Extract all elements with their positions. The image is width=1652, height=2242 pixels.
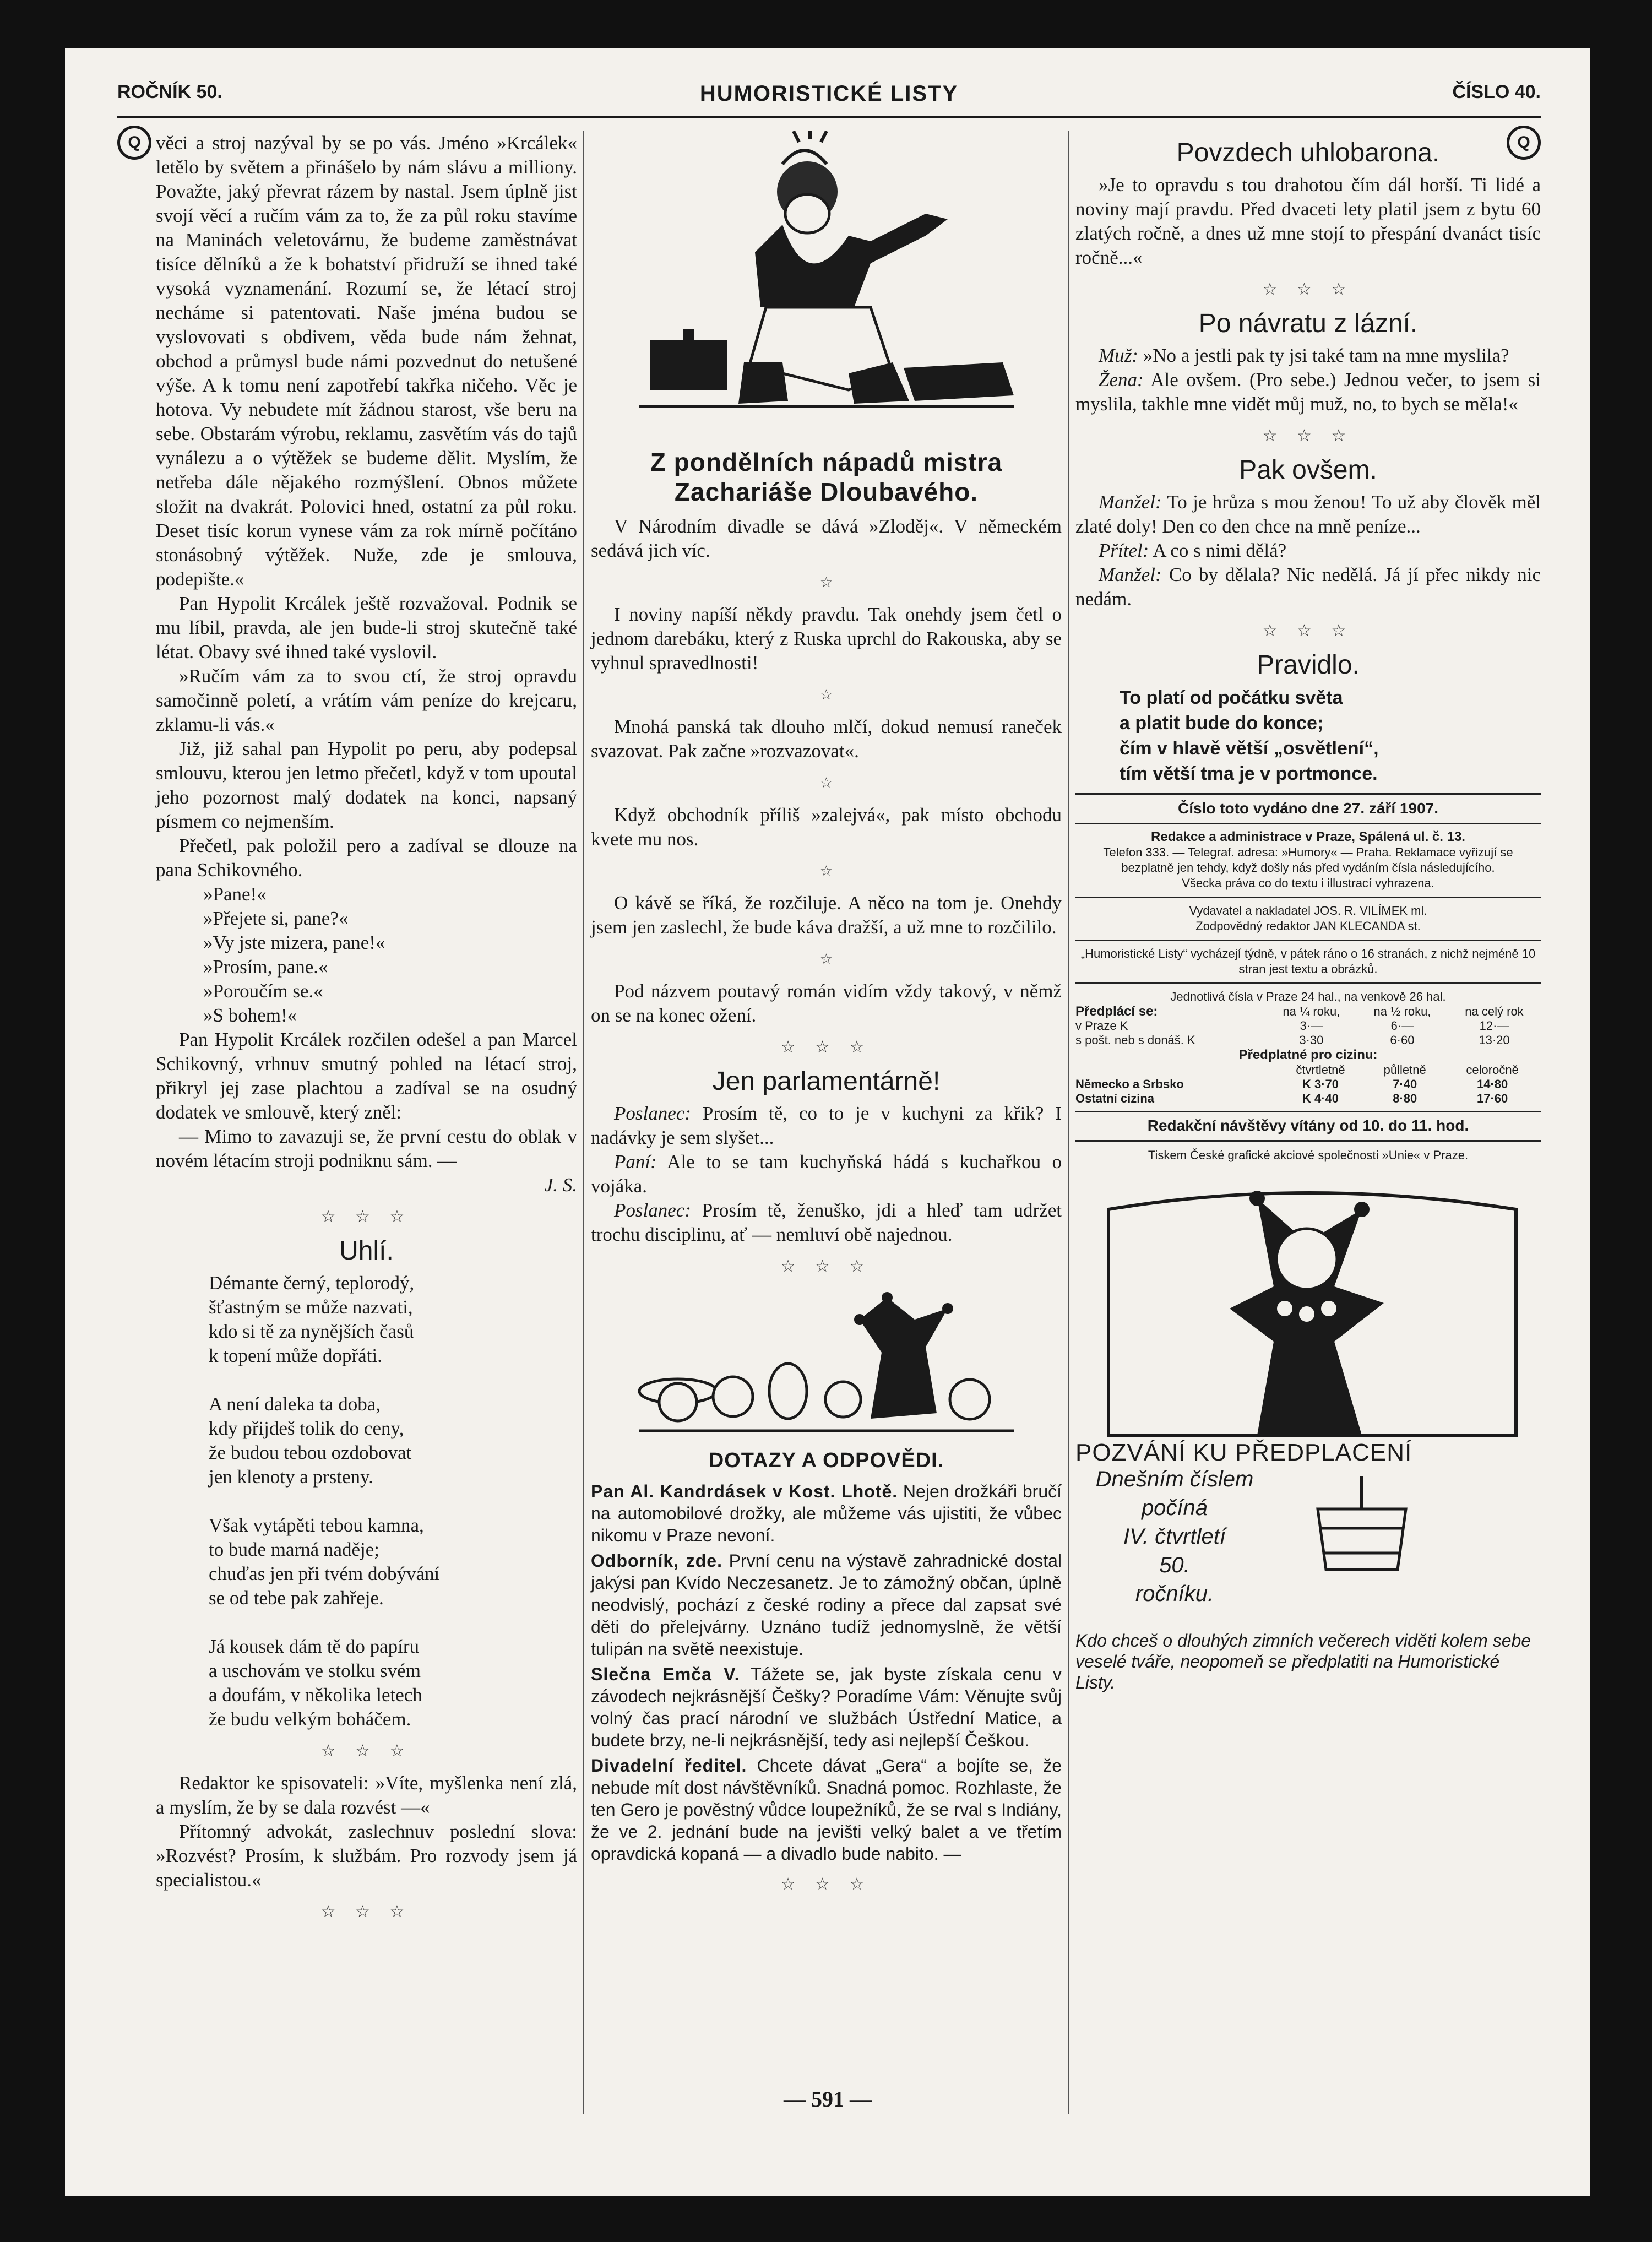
- section-title: Z pondělních nápadů mistra Zachariáše Dloubavého.: [650, 448, 1003, 506]
- quip: Když obchodník příliš »zalejvá«, pak místo obchodu kvete mu nos.: [591, 804, 1062, 850]
- poem-line: to bude marná naděje;: [209, 1539, 380, 1560]
- verse-line: To platí od počátku světa: [1120, 687, 1343, 708]
- rule-verse: [1120, 685, 1541, 786]
- speaker: Manžel:: [1099, 491, 1162, 513]
- section-stars: ☆ ☆ ☆: [320, 1903, 412, 1921]
- poem-line: že budu velkým boháčem.: [209, 1708, 411, 1730]
- qa-item: Odborník, zde. První cenu na výstavě zahradnické dostal jakýsi pan Kvído Neczesanetz. Je to zámožný občan, úplně neodvislý, pochází z české rodiny a přece dal zapsat své děti do přelejvárny. Uznáno tudíž jednomyslně, že větší tulipán na světě neexistuje.: [591, 1551, 1062, 1659]
- dialog-line: Žena: Ale ovšem. (Pro sebe.) Jednou večer, to jsem si myslila, takhle mne vidět můj muž, no, to bych se měla!«: [1075, 369, 1541, 415]
- dialog-line: Muž: »No a jestli pak ty jsi také tam na mne myslila?: [1099, 345, 1509, 366]
- poem-line: kdo si tě za nynějších časů: [209, 1321, 414, 1342]
- rights-notice: Všecka práva co do textu i illustrací vyhrazena.: [1182, 876, 1434, 890]
- quip: O kávě se říká, že rozčiluje. A něco na tom je. Onehdy jsem jen zaslechl, že bude káva dražší, a už mne to rozčililo.: [591, 892, 1062, 938]
- quip: V Národním divadle se dává »Zloděj«. V německém sedává jich víc.: [591, 515, 1062, 561]
- speaker: Manžel:: [1099, 564, 1162, 585]
- separator-star: ☆: [819, 863, 833, 879]
- section-stars: ☆ ☆ ☆: [780, 1257, 872, 1275]
- story-paragraph: věci a stroj nazýval by se po vás. Jméno »Krcálek« letělo by světem a přinášelo by nám slávu a milliony. Považte, jaký převrat rázem by nastal. Jsem úplně jist svojí věcí a ručím vám za to, že za půl roku stavíme na Maninách veletovárnu, že budeme zaměstnávat tisíce dělníků a že k bohatství přidruží se ihned také vysoká vyznamenání. Rozumí se, že létací stroj necháme si patentovati. Naše jména budou se vyslovovati s obdivem, věda bude nám žehnat, obchod a průmysl bude námi pozvednut do netušené výše. A k tomu není zapotřebí takřka ničeho. Věc je hotova. Vy nebudete mít žádnou starost, vše beru na sebe. Obstarám výrobu, reklamu, zasvětím vás do tajů vynálezu a o výtěžek se budeme dělit. Myslím, že netřeba dále nějakého rozmýšlení. Obnos můžete složit na dvakrát. Polovici hned, ostatní za půl roku. Deset tisíc korun vynese vám za rok mírně počítáno stonásobný výtěžek. Nuže, zde je smlouva, podepište.«: [156, 132, 577, 590]
- verse-line: tím větší tma je v portmonce.: [1120, 763, 1378, 784]
- poem-line: k topení může dopřáti.: [209, 1345, 382, 1366]
- poem-line: Démante černý, teplorodý,: [209, 1272, 415, 1294]
- section-stars: ☆ ☆ ☆: [320, 1208, 412, 1226]
- verse-line: a platit bude do konce;: [1120, 713, 1324, 734]
- tub-illustration: [1307, 1476, 1417, 1575]
- joke-paragraph: Přítomný advokát, zaslechnuv poslední slova: »Rozvést? Prosím, k službám. Pro rozvody jsem já specialistou.«: [156, 1821, 577, 1891]
- dialog-line: Paní: Ale to se tam kuchyňská hádá s kuchařkou o vojáka.: [591, 1151, 1062, 1197]
- weekly-info: „Humoristické Listy“ vycházejí týdně, v pátek ráno o 16 stranách, z nichž nejméně 10 stran jest textu a obrázků.: [1075, 940, 1541, 982]
- signature: J. S.: [544, 1174, 577, 1196]
- joke-paragraph: Redaktor ke spisovateli: »Víte, myšlenka není zlá, a myslím, že by se dala rozvést —«: [156, 1772, 577, 1818]
- dialog-line: »S bohem!«: [203, 1005, 297, 1026]
- single-price: Jednotlivá čísla v Praze 24 hal., na venkově 26 hal.: [1170, 990, 1446, 1003]
- poem-line: a uschovám ve stolku svém: [209, 1660, 421, 1681]
- table-row: s pošt. neb s donáš. K 3·30 6·60 13·20: [1075, 1033, 1510, 1047]
- quip: Mnohá panská tak dlouho mlčí, dokud nemusí raneček svazovat. Pak začne »rozvazovat«.: [591, 716, 1062, 762]
- qa-addressee: Odborník, zde.: [591, 1551, 722, 1571]
- volume-label: ROČNÍK 50.: [117, 82, 222, 102]
- separator-star: ☆: [819, 951, 833, 967]
- qa-item: Slečna Emča V. Tážete se, jak byste získala cenu v závodech nejkrásnější Češky? Poradíme Vám: Věnujte svůj volný čas prací národní ve službách Ústřední Matice, a budete brzy, ne-li nejkrásnější, tedy asi nejlepší Češkou.: [591, 1664, 1062, 1750]
- foreign-subscription-table: čtvrtletně půlletně celoročně Německo a Srbsko K 3·70 7·40 14·80 Ostatní cizina K 4·40 8·80 17·60: [1075, 1063, 1541, 1106]
- dialog-line: Manžel: Co by dělala? Nic nedělá. Já jí přec nikdy nic nedám.: [1075, 564, 1541, 610]
- editor: Zodpovědný redaktor JAN KLECANDA st.: [1195, 919, 1421, 933]
- qa-addressee: Divadelní ředitel.: [591, 1756, 747, 1776]
- dialog-line: »Pane!«: [203, 883, 267, 905]
- poem-line: se od tebe pak zahřeje.: [209, 1587, 384, 1609]
- table-row: Německo a Srbsko K 3·70 7·40 14·80: [1075, 1077, 1508, 1091]
- section-title: Po návratu z lázní.: [1198, 309, 1418, 338]
- poem-line: kdy přijdeš tolik do ceny,: [209, 1418, 404, 1439]
- story-paragraph: Přečetl, pak položil pero a zadíval se dlouze na pana Schikovného.: [156, 835, 577, 881]
- newspaper-page: [65, 48, 1590, 2196]
- section-title: Pravidlo.: [1257, 650, 1360, 680]
- speaker: Poslanec:: [614, 1199, 691, 1221]
- poem-line: Však vytápěti tebou kamna,: [209, 1514, 424, 1536]
- qa-addressee: Slečna Emča V.: [591, 1664, 740, 1684]
- column-one: [117, 131, 577, 1932]
- section-title: Jen parlamentárně!: [712, 1067, 941, 1096]
- ad-body-row: [1075, 1465, 1541, 1630]
- table-row: Ostatní cizina K 4·40 8·80 17·60: [1075, 1092, 1508, 1105]
- poem-line: jen klenoty a prsteny.: [209, 1466, 374, 1488]
- printer-note: Tiskem České grafické akciové společnosti »Unie« v Praze.: [1075, 1140, 1541, 1169]
- speaker: Poslanec:: [614, 1103, 691, 1124]
- story-paragraph: Pan Hypolit Krcálek rozčilen odešel a pan Marcel Schikovný, vrhnuv smutný pohled na létací stroj, přikryl jej zase plachtou a zadíval se na osudný dodatek ve smlouvě, který zněl:: [156, 1029, 577, 1123]
- dialog-line: »Přejete si, pane?«: [203, 908, 349, 929]
- joke-paragraph: »Je to opravdu s tou drahotou čím dál horší. Ti lidé a noviny mají pravdu. Před dvaceti lety platil jsem z bytu 60 zlatých ročně, a dnes už mne stojí to přespání dvanáct tisíc ročně...«: [1075, 174, 1541, 268]
- dialog-block: [203, 882, 577, 1028]
- logo-mark-right: Q: [1507, 126, 1541, 160]
- jester-frame-illustration: [1075, 1176, 1541, 1441]
- separator-star: ☆: [819, 775, 833, 791]
- section-stars: ☆ ☆ ☆: [1262, 427, 1354, 445]
- section-stars: ☆ ☆ ☆: [320, 1742, 412, 1760]
- logo-mark-left: Q: [117, 126, 151, 160]
- dialog-line: »Vy jste mizera, pane!«: [203, 932, 385, 953]
- section-stars: ☆ ☆ ☆: [1262, 280, 1354, 298]
- speaker: Paní:: [614, 1151, 657, 1172]
- speaker: Žena:: [1099, 369, 1144, 390]
- visiting-hours: Redakční návštěvy vítány od 10. do 11. hod.: [1147, 1117, 1469, 1134]
- table-row: v Praze K 3·— 6·— 12·—: [1075, 1019, 1509, 1033]
- ad-footer: Kdo chceš o dlouhých zimních večerech viděti kolem sebe veselé tváře, neopomeň se předplatiti na Humoristické Listy.: [1075, 1631, 1531, 1692]
- subscription-table: Předplácí se: na ¼ roku, na ½ roku, na celý rok v Praze K 3·— 6·— 12·— s pošt. neb s donáš. K 3·30 6·60 13·20: [1075, 1005, 1541, 1047]
- foreign-title: Předplatné pro cizinu:: [1238, 1047, 1378, 1062]
- qa-addressee: Pan Al. Kandrdásek v Kost. Lhotě.: [591, 1481, 898, 1501]
- qa-section: [591, 1480, 1062, 1865]
- story-paragraph: — Mimo to zavazuji se, že první cestu do oblak v novém létacím stroji podniknu sám. —: [156, 1126, 577, 1171]
- dialog-line: Přítel: A co s nimi dělá?: [1099, 540, 1287, 561]
- cobbler-illustration: [617, 131, 1036, 439]
- separator-star: ☆: [819, 687, 833, 703]
- imprint-box: [1075, 793, 1541, 1169]
- ad-title: POZVÁNÍ KU PŘEDPLACENÍ: [1075, 1439, 1412, 1466]
- speaker: Přítel:: [1099, 540, 1149, 561]
- dialog-line: »Poroučím se.«: [203, 980, 323, 1002]
- poem-line: chuďas jen při tvém dobývání: [209, 1563, 440, 1584]
- dialog-line: »Prosím, pane.«: [203, 956, 328, 978]
- poem-line: A není daleka ta doba,: [209, 1393, 381, 1415]
- office-address: Redakce a administrace v Praze, Spálená ul. č. 13.: [1151, 829, 1465, 844]
- story-paragraph: »Ručím vám za to svou ctí, že stroj opravdu samočinně poletí, a vrátím vám peníze do krejcaru, zklamu-li vás.«: [156, 665, 577, 735]
- poem: [209, 1271, 577, 1731]
- jester-heads-illustration: [628, 1286, 1025, 1441]
- issue-date: Číslo toto vydáno dne 27. září 1907.: [1177, 800, 1439, 817]
- story-paragraph: Již, již sahal pan Hypolit po peru, aby podepsal smlouvu, kterou jen letmo přečetl, když v tom upoutal jeho pozornost malý dodatek na konci, napsaný písmem co nejmenším.: [156, 738, 577, 832]
- ad-body: Dnešním číslem počíná IV. čtvrtletí 50. ročníku.: [1095, 1467, 1254, 1606]
- header-rule: [117, 116, 1541, 118]
- qa-item: Pan Al. Kandrdásek v Kost. Lhotě. Nejen drožkáři bručí na automobilové drožky, ale můžeme vás ujistiti, že vůbec nikomu v Praze nevoní.: [591, 1481, 1062, 1545]
- section-title: Pak ovšem.: [1239, 455, 1377, 485]
- poem-line: že budou tebou ozdobovat: [209, 1442, 412, 1463]
- poem-line: Já kousek dám tě do papíru: [209, 1636, 419, 1657]
- column-divider: [1068, 131, 1069, 2114]
- section-stars: ☆ ☆ ☆: [780, 1875, 872, 1893]
- subscription-ad: [1075, 1176, 1541, 1693]
- separator-star: ☆: [819, 574, 833, 590]
- qa-title: DOTAZY A ODPOVĚDI.: [708, 1449, 944, 1472]
- poem-line: šťastným se může nazvati,: [209, 1296, 413, 1318]
- publisher: Vydavatel a nakladatel JOS. R. VILÍMEK ml.: [1189, 904, 1427, 918]
- contact-info: Telefon 333. — Telegraf. adresa: »Humory« — Praha. Reklamace vyřizují se bezplatně jen tehdy, když došly nás před vydáním čísla následujícího.: [1103, 845, 1513, 875]
- quip: I noviny napíší někdy pravdu. Tak onehdy jsem četl o jednom darebáku, který z Ruska uprchl do Rakouska, aby se vyhnul spravedlnosti!: [591, 604, 1062, 674]
- dialog-line: Manžel: To je hrůza s mou ženou! To už aby člověk měl zlaté doly! Den co den chce na mně peníze...: [1075, 491, 1541, 537]
- poem-line: a doufám, v několika letech: [209, 1684, 422, 1706]
- magazine-title: HUMORISTICKÉ LISTY: [699, 82, 959, 106]
- speaker: Muž:: [1099, 345, 1138, 366]
- issue-label: ČÍSLO 40.: [1452, 82, 1541, 102]
- verse-line: čím v hlavě větší „osvětlení“,: [1120, 738, 1379, 759]
- section-stars: ☆ ☆ ☆: [780, 1038, 872, 1056]
- column-three: [1075, 131, 1541, 1693]
- column-two: [591, 131, 1062, 1904]
- dialog-line: Poslanec: Prosím tě, ženuško, jdi a hleď tam udržet trochu disciplinu, ať — nemluví obě najednou.: [591, 1199, 1062, 1245]
- dialog-line: Poslanec: Prosím tě, co to je v kuchyni za křik? I nadávky je sem slyšet...: [591, 1103, 1062, 1148]
- page-number: — 591 —: [784, 2087, 872, 2111]
- page-header: [117, 82, 1541, 110]
- story-paragraph: Pan Hypolit Krcálek ještě rozvažoval. Podnik se mu líbil, pravda, ale jen bude-li stroj skutečně také létat. Obavy své ihned také vyslovil.: [156, 593, 577, 663]
- section-stars: ☆ ☆ ☆: [1262, 622, 1354, 640]
- section-title: Povzdech uhlobarona.: [1176, 138, 1440, 167]
- qa-item: Divadelní ředitel. Chcete dávat „Gera“ a bojíte se, že nebude mít dost návštěvníků. Snadná pomoc. Rozhlaste, že ten Gero je pověstný vůdce loupežníků, že se rval s Indiány, že ve 2. jednání bude na jevišti velký balet a ve třetím opravdická kopaná — a divadlo bude nabito. —: [591, 1756, 1062, 1864]
- quip: Pod názvem poutavý román vidím vždy takový, v němž on se na konec ožení.: [591, 980, 1062, 1026]
- column-divider: [583, 131, 584, 2114]
- poem-title: Uhlí.: [339, 1236, 394, 1266]
